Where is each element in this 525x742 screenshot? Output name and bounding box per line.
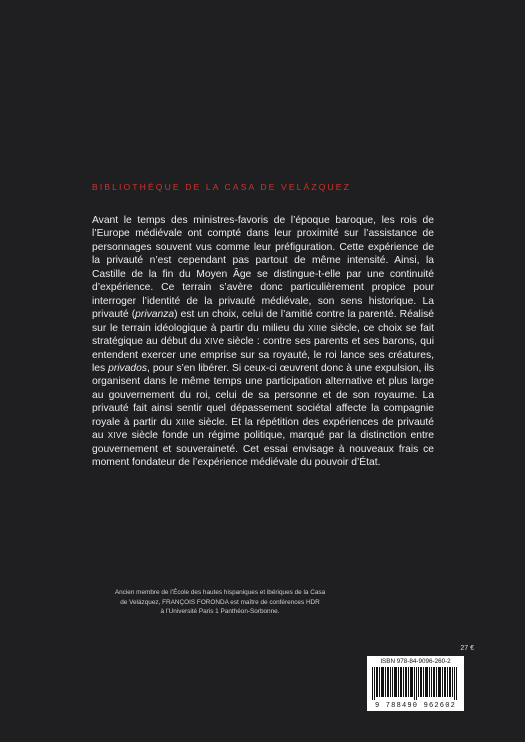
author-note-line-2: de Velázquez, FRANÇOIS FORONDA est maître de conférences HDR bbox=[120, 598, 320, 606]
blurb-term-privados: privados bbox=[108, 362, 148, 374]
blurb-part-2: ) est un choix, celui de l’amitié contre la parenté. Réalisé sur le terrain idéologique à partir du milieu du bbox=[92, 309, 434, 334]
back-cover-blurb bbox=[92, 214, 434, 470]
author-note bbox=[70, 588, 370, 617]
isbn-number: ISBN 978-84-9096-260-2 bbox=[380, 658, 451, 665]
blurb-part-6: e siècle. Et la répétition des expériences de privauté au bbox=[92, 416, 434, 442]
blurb-century-13b: XIII bbox=[175, 417, 189, 427]
ean-digits: 9 788490 962602 bbox=[374, 702, 456, 710]
blurb-part-3: e siècle, ce choix se fait stratégique au début du bbox=[92, 322, 434, 348]
blurb-century-13a: XIII bbox=[308, 323, 322, 333]
blurb-part-4: e siècle : contre ses parents et ses barons, qui entendent exercer une emprise sur sa royauté, le roi lance ses créatures, les bbox=[92, 336, 434, 374]
blurb-part-7: e siècle fonde un régime politique, marqué par la distinction entre gouvernement et souveraineté. Cet essai envisage à nouveaux frais ce moment fondateur de l’expérience médiévale du pouvoir d’État. bbox=[92, 430, 434, 469]
author-note-line-1: Ancien membre de l’École des hautes hispaniques et ibériques de la Casa bbox=[114, 589, 326, 596]
blurb-century-14a: XIV bbox=[204, 337, 219, 347]
blurb-term-privanza: privanza bbox=[135, 309, 175, 321]
blurb-part-1: Avant le temps des ministres-favoris de l’époque baroque, les rois de l’Europe médiévale ont compté dans leur proximité sur l’assistance de personnages souvent vus comme leur préfiguration. Cette expérience de la privauté n’est cependant pas partout de même intensité. Ainsi, la Castille de la fin du Moyen Âge se distingue-t-elle par une continuité d’expérience. Ce terrain s’avère donc particulièrement propice pour interroger l’identité de la privauté médiévale, son sens historique. La privauté ( bbox=[92, 215, 434, 321]
author-note-line-3: à l’Université Paris 1 Panthéon-Sorbonne. bbox=[160, 608, 280, 616]
isbn-barcode bbox=[367, 656, 464, 711]
price-label: 27 € bbox=[460, 645, 474, 652]
series-title: BIBLIOTHÈQUE DE LA CASA DE VELÁZQUEZ bbox=[92, 182, 351, 192]
barcode-bars-icon bbox=[372, 667, 459, 700]
blurb-century-14b: XIV bbox=[107, 431, 122, 441]
blurb-part-5: , pour s’en libérer. Si ceux-ci œuvrent donc à une expulsion, ils organisent dans le même temps une participation alternative et plus large au gouvernement du roi, celui de sa personne et de son royaume. La privauté fait ainsi sentir quel dépassement sociétal affecte la compagnie royale à partir du bbox=[92, 362, 434, 428]
